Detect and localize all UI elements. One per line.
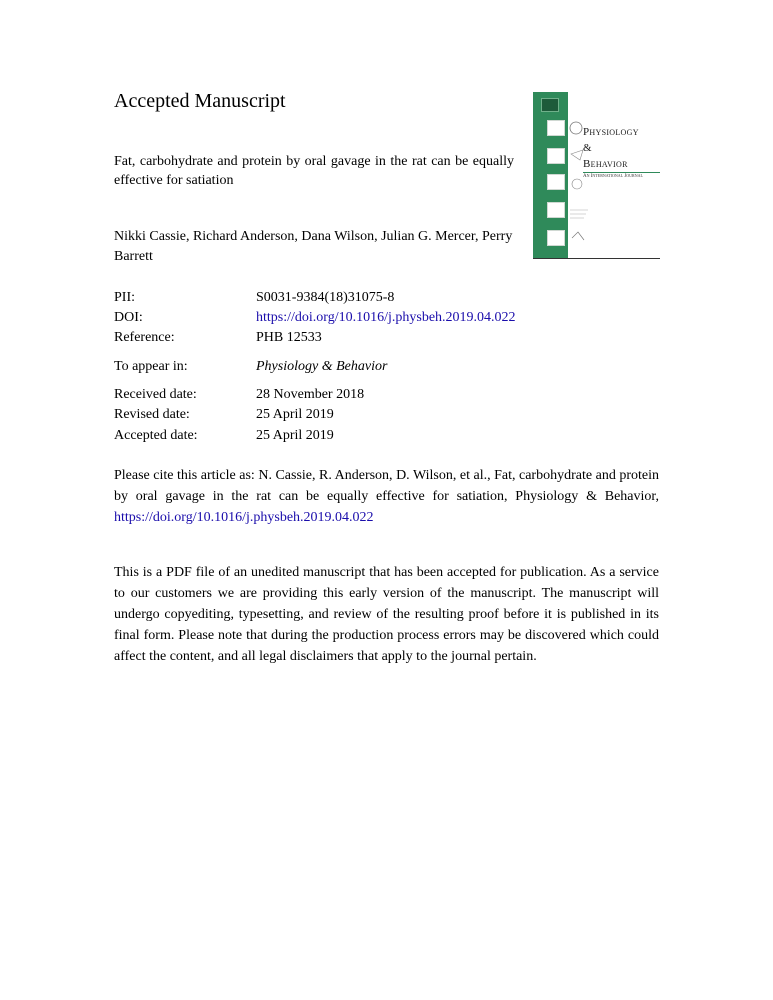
citation-doi-link[interactable]: https://doi.org/10.1016/j.physbeh.2019.04.022 bbox=[114, 510, 374, 525]
publisher-logo-icon bbox=[541, 98, 559, 112]
article-title: Fat, carbohydrate and protein by oral gavage in the rat can be equally effective for satiation bbox=[114, 154, 514, 188]
revised-date-value: 25 April 2019 bbox=[256, 407, 334, 422]
cover-subtitle: An International Journal bbox=[583, 174, 643, 179]
cover-figure-thumbnail bbox=[547, 230, 565, 246]
accepted-date-value: 25 April 2019 bbox=[256, 428, 334, 443]
cover-journal-title: Physiology & Behavior bbox=[583, 126, 639, 170]
doi-link[interactable]: https://doi.org/10.1016/j.physbeh.2019.04.022 bbox=[256, 310, 516, 325]
cover-figure-thumbnail bbox=[547, 202, 565, 218]
cover-divider bbox=[583, 172, 660, 173]
cover-figure-thumbnail bbox=[547, 174, 565, 190]
cover-color-strip bbox=[533, 92, 568, 258]
cover-figure-thumbnail bbox=[547, 148, 565, 164]
article-authors: Nikki Cassie, Richard Anderson, Dana Wilson, Julian G. Mercer, Perry Barrett bbox=[114, 229, 513, 264]
citation-text: Please cite this article as: N. Cassie, R. Anderson, D. Wilson, et al., Fat, carbohydrate and protein by oral gavage in the rat can be equally effective for satiation, Physiology & Behavior, bbox=[114, 468, 659, 504]
cover-figure-thumbnail bbox=[547, 120, 565, 136]
accepted-date-label: Accepted date: bbox=[114, 428, 198, 443]
received-date-label: Received date: bbox=[114, 387, 197, 402]
appear-in-value: Physiology & Behavior bbox=[256, 359, 388, 374]
pii-label: PII: bbox=[114, 290, 135, 305]
reference-label: Reference: bbox=[114, 330, 175, 345]
citation-paragraph bbox=[114, 465, 659, 528]
revised-date-label: Revised date: bbox=[114, 407, 190, 422]
doi-label: DOI: bbox=[114, 310, 143, 325]
received-date-value: 28 November 2018 bbox=[256, 387, 365, 402]
appear-in-label: To appear in: bbox=[114, 359, 188, 374]
reference-value: PHB 12533 bbox=[256, 330, 322, 345]
journal-cover bbox=[533, 92, 660, 259]
pii-value: S0031-9384(18)31075-8 bbox=[256, 290, 395, 305]
page-heading: Accepted Manuscript bbox=[114, 90, 286, 112]
disclaimer-paragraph: This is a PDF file of an unedited manuscript that has been accepted for publication. As a service to our customers we are providing this early version of the manuscript. The manuscript will undergo copyediting, typesetting, and review of the resulting proof before it is published in its final form. Please note that during the production process errors may be discovered which could affect the content, and all legal disclaimers that apply to the journal pertain. bbox=[114, 565, 659, 664]
